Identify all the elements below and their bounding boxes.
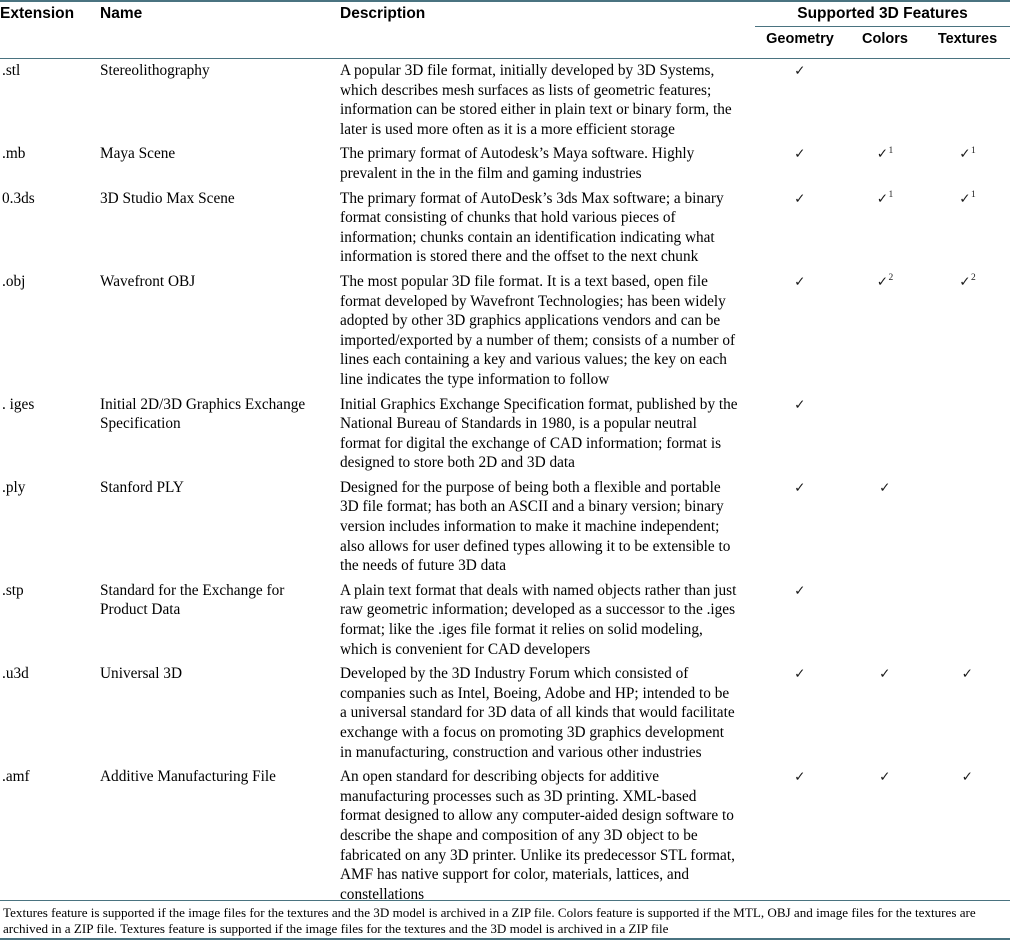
check-icon-colors bbox=[885, 581, 886, 601]
column-group-header-supported-3d-features: Supported 3D Features bbox=[755, 0, 1010, 27]
table-footnote: Textures feature is supported if the image files for the textures and the 3D model is archived in a ZIP file. Colors feature is supported if the MTL, OBJ and image files for the textures are archived in a ZIP file. Textures feature is supported if the image files for the textures and the 3D model is archived in a ZIP file bbox=[3, 905, 976, 937]
check-icon-colors: ✓$^2$ bbox=[876, 273, 894, 289]
column-header-textures: Textures bbox=[937, 31, 998, 47]
cell-extension: .amf bbox=[2, 768, 30, 786]
cell-extension: .ply bbox=[2, 478, 26, 496]
table-row bbox=[0, 394, 1010, 477]
cell-colors bbox=[845, 394, 925, 477]
check-icon-textures: ✓$^1$ bbox=[959, 145, 976, 162]
check-icon-geometry: ✓ bbox=[794, 63, 806, 78]
cell-description: Developed by the 3D Industry Forum which consisted of companies such as Intel, Boeing, Adobe and HP; intended to be a universal standard for 3D data of all kinds that would facilitate exchange with a focus on promoting 3D graphics development in manufacturing, construction and various other industries bbox=[340, 665, 735, 761]
cell-geometry bbox=[755, 477, 845, 580]
cell-geometry bbox=[755, 60, 845, 143]
table-body-area bbox=[0, 60, 1010, 908]
column-header-description: Description bbox=[340, 5, 426, 22]
cell-textures bbox=[925, 60, 1010, 143]
check-icon-geometry: ✓ bbox=[794, 396, 806, 412]
check-icon-textures: ✓ bbox=[961, 666, 973, 682]
check-icon-geometry: ✓ bbox=[794, 479, 806, 495]
cell-geometry bbox=[755, 394, 845, 477]
cell-name: Standard for the Exchange for Product Data bbox=[100, 581, 285, 619]
column-header-extension: Extension bbox=[0, 5, 75, 22]
cell-colors bbox=[845, 663, 925, 766]
cell-name: Wavefront OBJ bbox=[100, 272, 196, 290]
cell-extension: .stl bbox=[2, 62, 21, 79]
check-icon-textures: ✓ bbox=[961, 769, 973, 785]
cell-colors bbox=[845, 766, 925, 908]
cell-geometry bbox=[755, 663, 845, 766]
cell-name: Stereolithography bbox=[100, 62, 210, 79]
cell-name: 3D Studio Max Scene bbox=[100, 189, 235, 207]
column-header-name: Name bbox=[100, 5, 143, 22]
table-row bbox=[0, 663, 1010, 766]
cell-extension: .obj bbox=[2, 272, 26, 290]
table-row bbox=[0, 766, 1010, 908]
check-icon-textures bbox=[967, 61, 968, 81]
check-icon-geometry: ✓ bbox=[794, 769, 806, 785]
check-icon-textures bbox=[967, 581, 968, 601]
cell-extension: .stp bbox=[2, 581, 24, 599]
check-icon-textures bbox=[967, 478, 968, 498]
cell-description: A plain text format that deals with named objects rather than just raw geometric information; developed as a successor to the .iges format; like the .iges file format it relies on solid modeling, which is convenient for CAD developers bbox=[340, 581, 737, 658]
table-header-area bbox=[0, 0, 1010, 55]
column-header-geometry: Geometry bbox=[766, 31, 834, 47]
check-icon-colors: ✓$^1$ bbox=[876, 145, 894, 162]
table-body-rows bbox=[0, 60, 1010, 908]
cell-extension: .u3d bbox=[2, 665, 29, 683]
cell-name: Maya Scene bbox=[100, 145, 176, 163]
cell-name: Additive Manufacturing File bbox=[100, 768, 276, 786]
cell-name: Stanford PLY bbox=[100, 478, 184, 496]
cell-geometry bbox=[755, 143, 845, 187]
check-icon-colors: ✓ bbox=[879, 479, 891, 495]
check-icon-colors bbox=[885, 395, 886, 415]
check-icon-textures bbox=[967, 395, 968, 415]
check-icon-geometry: ✓ bbox=[794, 666, 806, 682]
column-header-colors: Colors bbox=[862, 31, 908, 47]
cell-colors bbox=[845, 477, 925, 580]
check-icon-geometry: ✓ bbox=[794, 146, 806, 162]
cell-colors bbox=[845, 60, 925, 143]
cell-textures bbox=[925, 188, 1010, 271]
check-icon-textures: ✓$^2$ bbox=[959, 273, 976, 289]
cell-description: An open standard for describing objects for additive manufacturing processes such as 3D printing. XML-based format designed to allow any computer-aided design software to describe the shape and composition of any 3D object to be fabricated on any 3D printer. Unlike its predecessor STL format, AMF has native support for color, materials, lattices, and constellations bbox=[340, 768, 735, 903]
cell-extension: . iges bbox=[2, 395, 35, 413]
table-row bbox=[0, 60, 1010, 143]
cell-textures bbox=[925, 394, 1010, 477]
check-icon-geometry: ✓ bbox=[794, 582, 806, 598]
check-icon-textures: ✓$^1$ bbox=[959, 190, 976, 206]
cell-textures bbox=[925, 663, 1010, 766]
header-row-primary bbox=[0, 0, 1010, 27]
check-icon-geometry: ✓ bbox=[794, 190, 806, 206]
cell-description: A popular 3D file format, initially developed by 3D Systems, which describes mesh surfaces as lists of geometric features; information can be stored either in plain text or binary form, the later is used more often as it is a more efficient storage bbox=[340, 62, 732, 138]
cell-extension: 0.3ds bbox=[2, 189, 35, 207]
cell-textures bbox=[925, 580, 1010, 663]
cell-description: Designed for the purpose of being both a flexible and portable 3D file format; has both an ASCII and a binary version; binary version includes information to make it machine independent; also allows for user defined types allowing it to be extensible to the needs of future 3D data bbox=[340, 478, 731, 575]
table-row bbox=[0, 188, 1010, 271]
cell-colors bbox=[845, 188, 925, 271]
cell-textures bbox=[925, 143, 1010, 187]
table-row bbox=[0, 580, 1010, 663]
cell-description: Initial Graphics Exchange Specification format, published by the National Bureau of Standards in 1980, is a popular neutral format for digital the exchange of CAD information; format is designed to store both 2D and 3D data bbox=[340, 395, 738, 472]
cell-geometry bbox=[755, 580, 845, 663]
cell-name: Initial 2D/3D Graphics Exchange Specification bbox=[100, 395, 306, 433]
cell-colors bbox=[845, 271, 925, 394]
check-icon-colors: ✓$^1$ bbox=[876, 190, 894, 206]
cell-name: Universal 3D bbox=[100, 665, 182, 683]
cell-textures bbox=[925, 271, 1010, 394]
table-body bbox=[0, 60, 1010, 908]
cell-description: The primary format of Autodesk’s Maya software. Highly prevalent in the in the film and gaming industries bbox=[340, 145, 695, 182]
check-icon-colors: ✓ bbox=[879, 769, 891, 785]
check-icon-colors: ✓ bbox=[879, 666, 891, 682]
cell-geometry bbox=[755, 188, 845, 271]
cell-colors bbox=[845, 143, 925, 187]
cell-description: The primary format of AutoDesk’s 3ds Max software; a binary format consisting of chunks that hold various pieces of information; chunks contain an identification indicating what information is stored there and the offset to the next chunk bbox=[340, 189, 724, 266]
cell-geometry bbox=[755, 271, 845, 394]
cell-textures bbox=[925, 477, 1010, 580]
cell-description: The most popular 3D file format. It is a text based, open file format developed by Wavefront Technologies; has been widely adopted by other 3D graphics applications vendors and can be imported/exported by a number of them; consists of a number of lines each containing a key and various values; the key on each line indicates the type information to follow bbox=[340, 272, 736, 388]
check-icon-geometry: ✓ bbox=[794, 273, 806, 289]
table-header bbox=[0, 0, 1010, 55]
cell-textures bbox=[925, 766, 1010, 908]
cell-geometry bbox=[755, 766, 845, 908]
table-row bbox=[0, 477, 1010, 580]
table-row bbox=[0, 271, 1010, 394]
cell-extension: .mb bbox=[2, 145, 26, 163]
cell-colors bbox=[845, 580, 925, 663]
check-icon-colors bbox=[885, 61, 886, 81]
table-row bbox=[0, 143, 1010, 187]
